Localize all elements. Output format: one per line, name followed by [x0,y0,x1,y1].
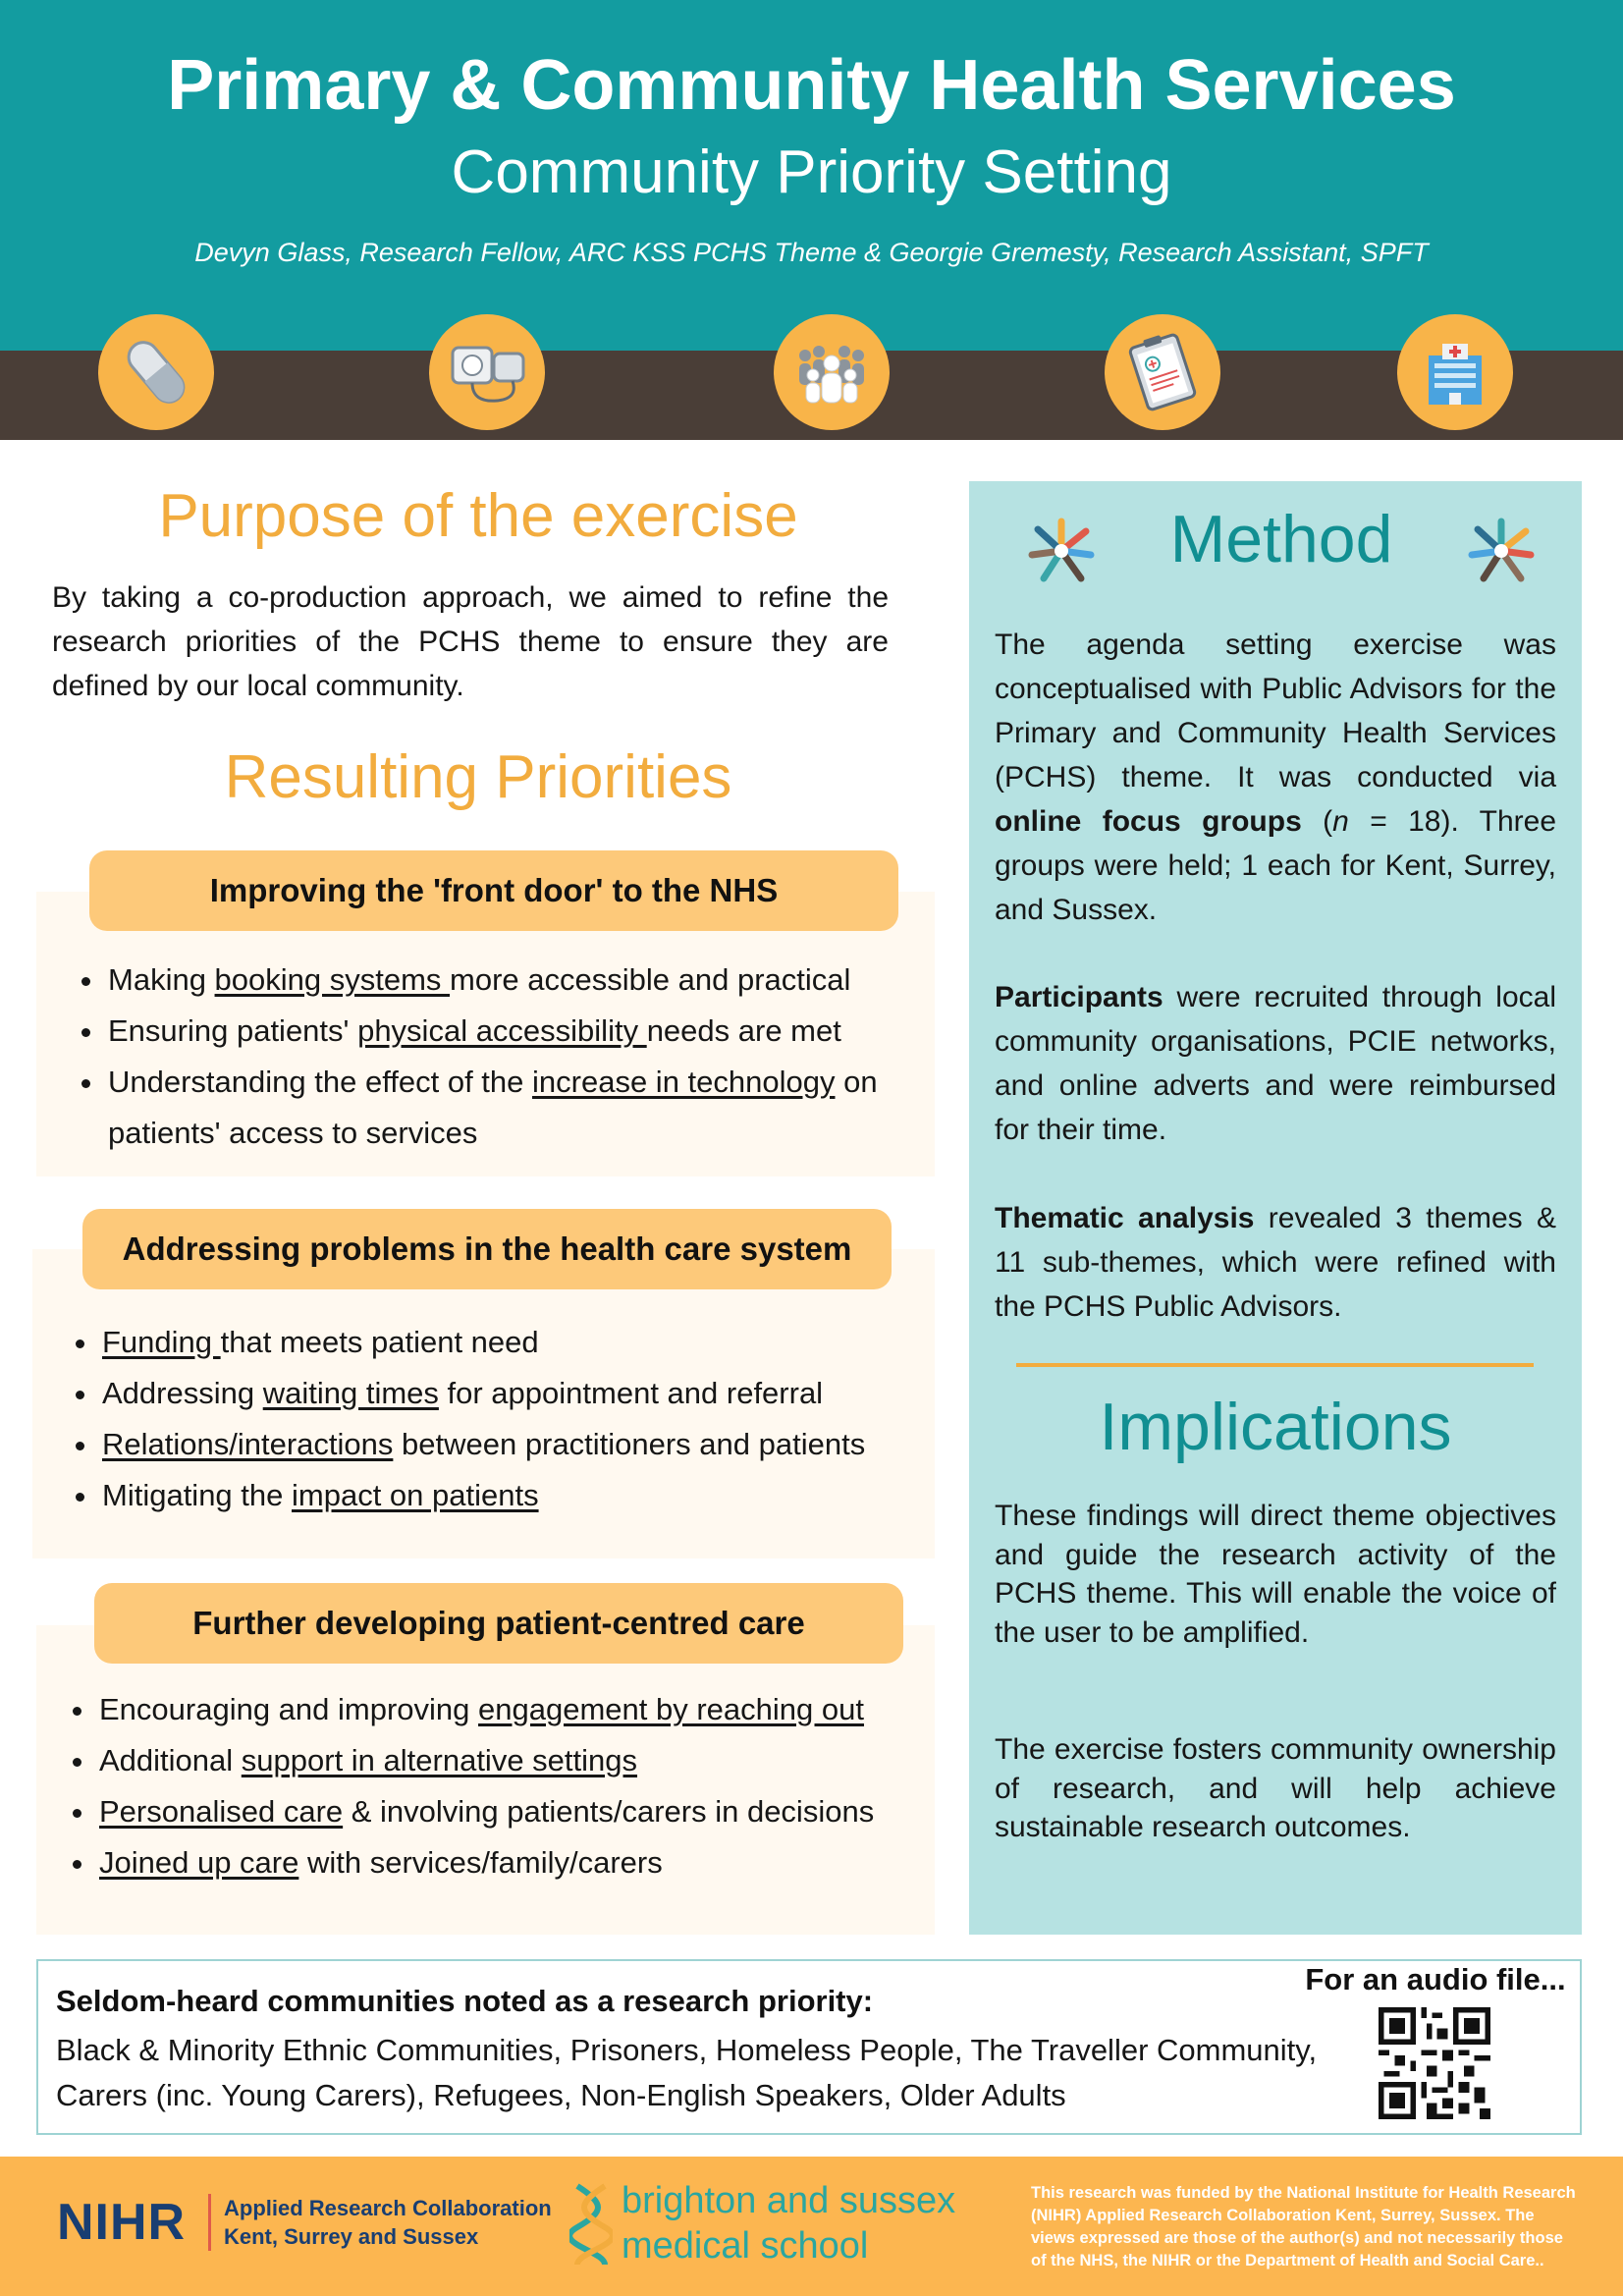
audio-file-label: For an audio file... [1305,1962,1566,1996]
dna-helix-icon [569,2182,613,2269]
implications-paragraph-2: The exercise fosters community ownership of research, and will help achieve sustainable research outcomes. [995,1733,1556,1843]
list-item: • Relations/interactions between practitioners and patients [100,1419,974,1470]
nihr-logo-subtitle: Applied Research Collaboration Kent, Surrey and Sussex [224,2196,552,2249]
list-item: • Addressing waiting times for appointment and referral [100,1368,974,1419]
priority-title-patient-centred-care: Further developing patient-centred care [94,1583,903,1664]
hospital-icon [1397,314,1513,430]
list-item: • Ensuring patients' physical accessibility needs are met [106,1006,970,1057]
purpose-heading: Purpose of the exercise [158,482,798,550]
logo-separator [208,2194,211,2251]
qr-code-icon[interactable] [1379,2007,1490,2119]
seldom-heard-text: Black & Minority Ethnic Communities, Prisoners, Homeless People, The Traveller Community, Carers (inc. Young Carers), Refugees, Non-English Speakers, Older Adults [56,2033,1318,2112]
priority-title-health-care-system: Addressing problems in the health care system [82,1209,892,1289]
list-item: • Personalised care & involving patients/carers in decisions [97,1786,971,1837]
list-item: • Understanding the effect of the increase in technology on patients' access to services [106,1057,970,1159]
method-heading: Method [1169,502,1393,576]
pill-icon [98,314,214,430]
implications-heading: Implications [1099,1390,1452,1464]
list-item: • Mitigating the impact on patients [100,1470,974,1521]
poster-authors: Devyn Glass, Research Fellow, ARC KSS PCHS Theme & Georgie Gremesty, Research Assistant, SPFT [194,238,1429,267]
method-paragraph-2: Participants were recruited through local community organisations, PCIE networks, and online adverts and were reimbursed for their time. [995,981,1556,1146]
priority-list-front-door [75,955,970,1159]
section-divider [1016,1363,1534,1367]
bsms-logo-text: brighton and sussex medical school [622,2180,956,2267]
list-item: • Making booking systems more accessible and practical [106,955,970,1006]
poster-subtitle: Community Priority Setting [451,138,1172,206]
funding-statement: This research was funded by the National Institute for Health Research (NIHR) Applied Research Collaboration Kent, Surrey, Sussex. The views expressed are those of the author(s) and not necessarily those of the NHS, the NIHR or the Department of Health and Social Care.. [1031,2184,1576,2269]
purpose-text: By taking a co-production approach, we aimed to refine the research priorities of the PCHS theme to ensure they are defined by our local community. [52,581,889,702]
seldom-heard-heading: Seldom-heard communities noted as a research priority: [56,1984,874,2018]
blood-pressure-monitor-icon [429,314,545,430]
priority-title-front-door: Improving the 'front door' to the NHS [89,850,898,931]
implications-paragraph-1: These findings will direct theme objectives and guide the research activity of the PCHS theme. This will enable the voice of the user to be amplified. [995,1500,1556,1649]
priority-list-patient-centred-care [66,1684,971,1888]
group-of-people-icon [774,314,890,430]
list-item: • Additional support in alternative settings [97,1735,971,1786]
list-item: • Funding that meets patient need [100,1317,974,1368]
method-paragraph-3: Thematic analysis revealed 3 themes & 11 sub-themes, which were refined with the PCHS Public Advisors. [995,1202,1556,1323]
priority-list-health-care-system [69,1317,974,1521]
list-item: • Joined up care with services/family/carers [97,1837,971,1888]
helping-hands-icon [1466,516,1537,586]
poster-title: Primary & Community Health Services [167,46,1456,125]
nihr-logo: NIHR [57,2194,187,2251]
priorities-heading: Resulting Priorities [224,743,732,811]
helping-hands-icon [1026,516,1097,586]
clipboard-icon [1105,314,1220,430]
method-paragraph-1: The agenda setting exercise was conceptualised with Public Advisors for the Primary and Community Health Services (PCHS) theme. It was conducted via online focus groups (n = 18). Three groups were held; 1 each for Kent, Surrey, and Sussex. [995,629,1557,926]
list-item: • Encouraging and improving engagement by reaching out [97,1684,971,1735]
